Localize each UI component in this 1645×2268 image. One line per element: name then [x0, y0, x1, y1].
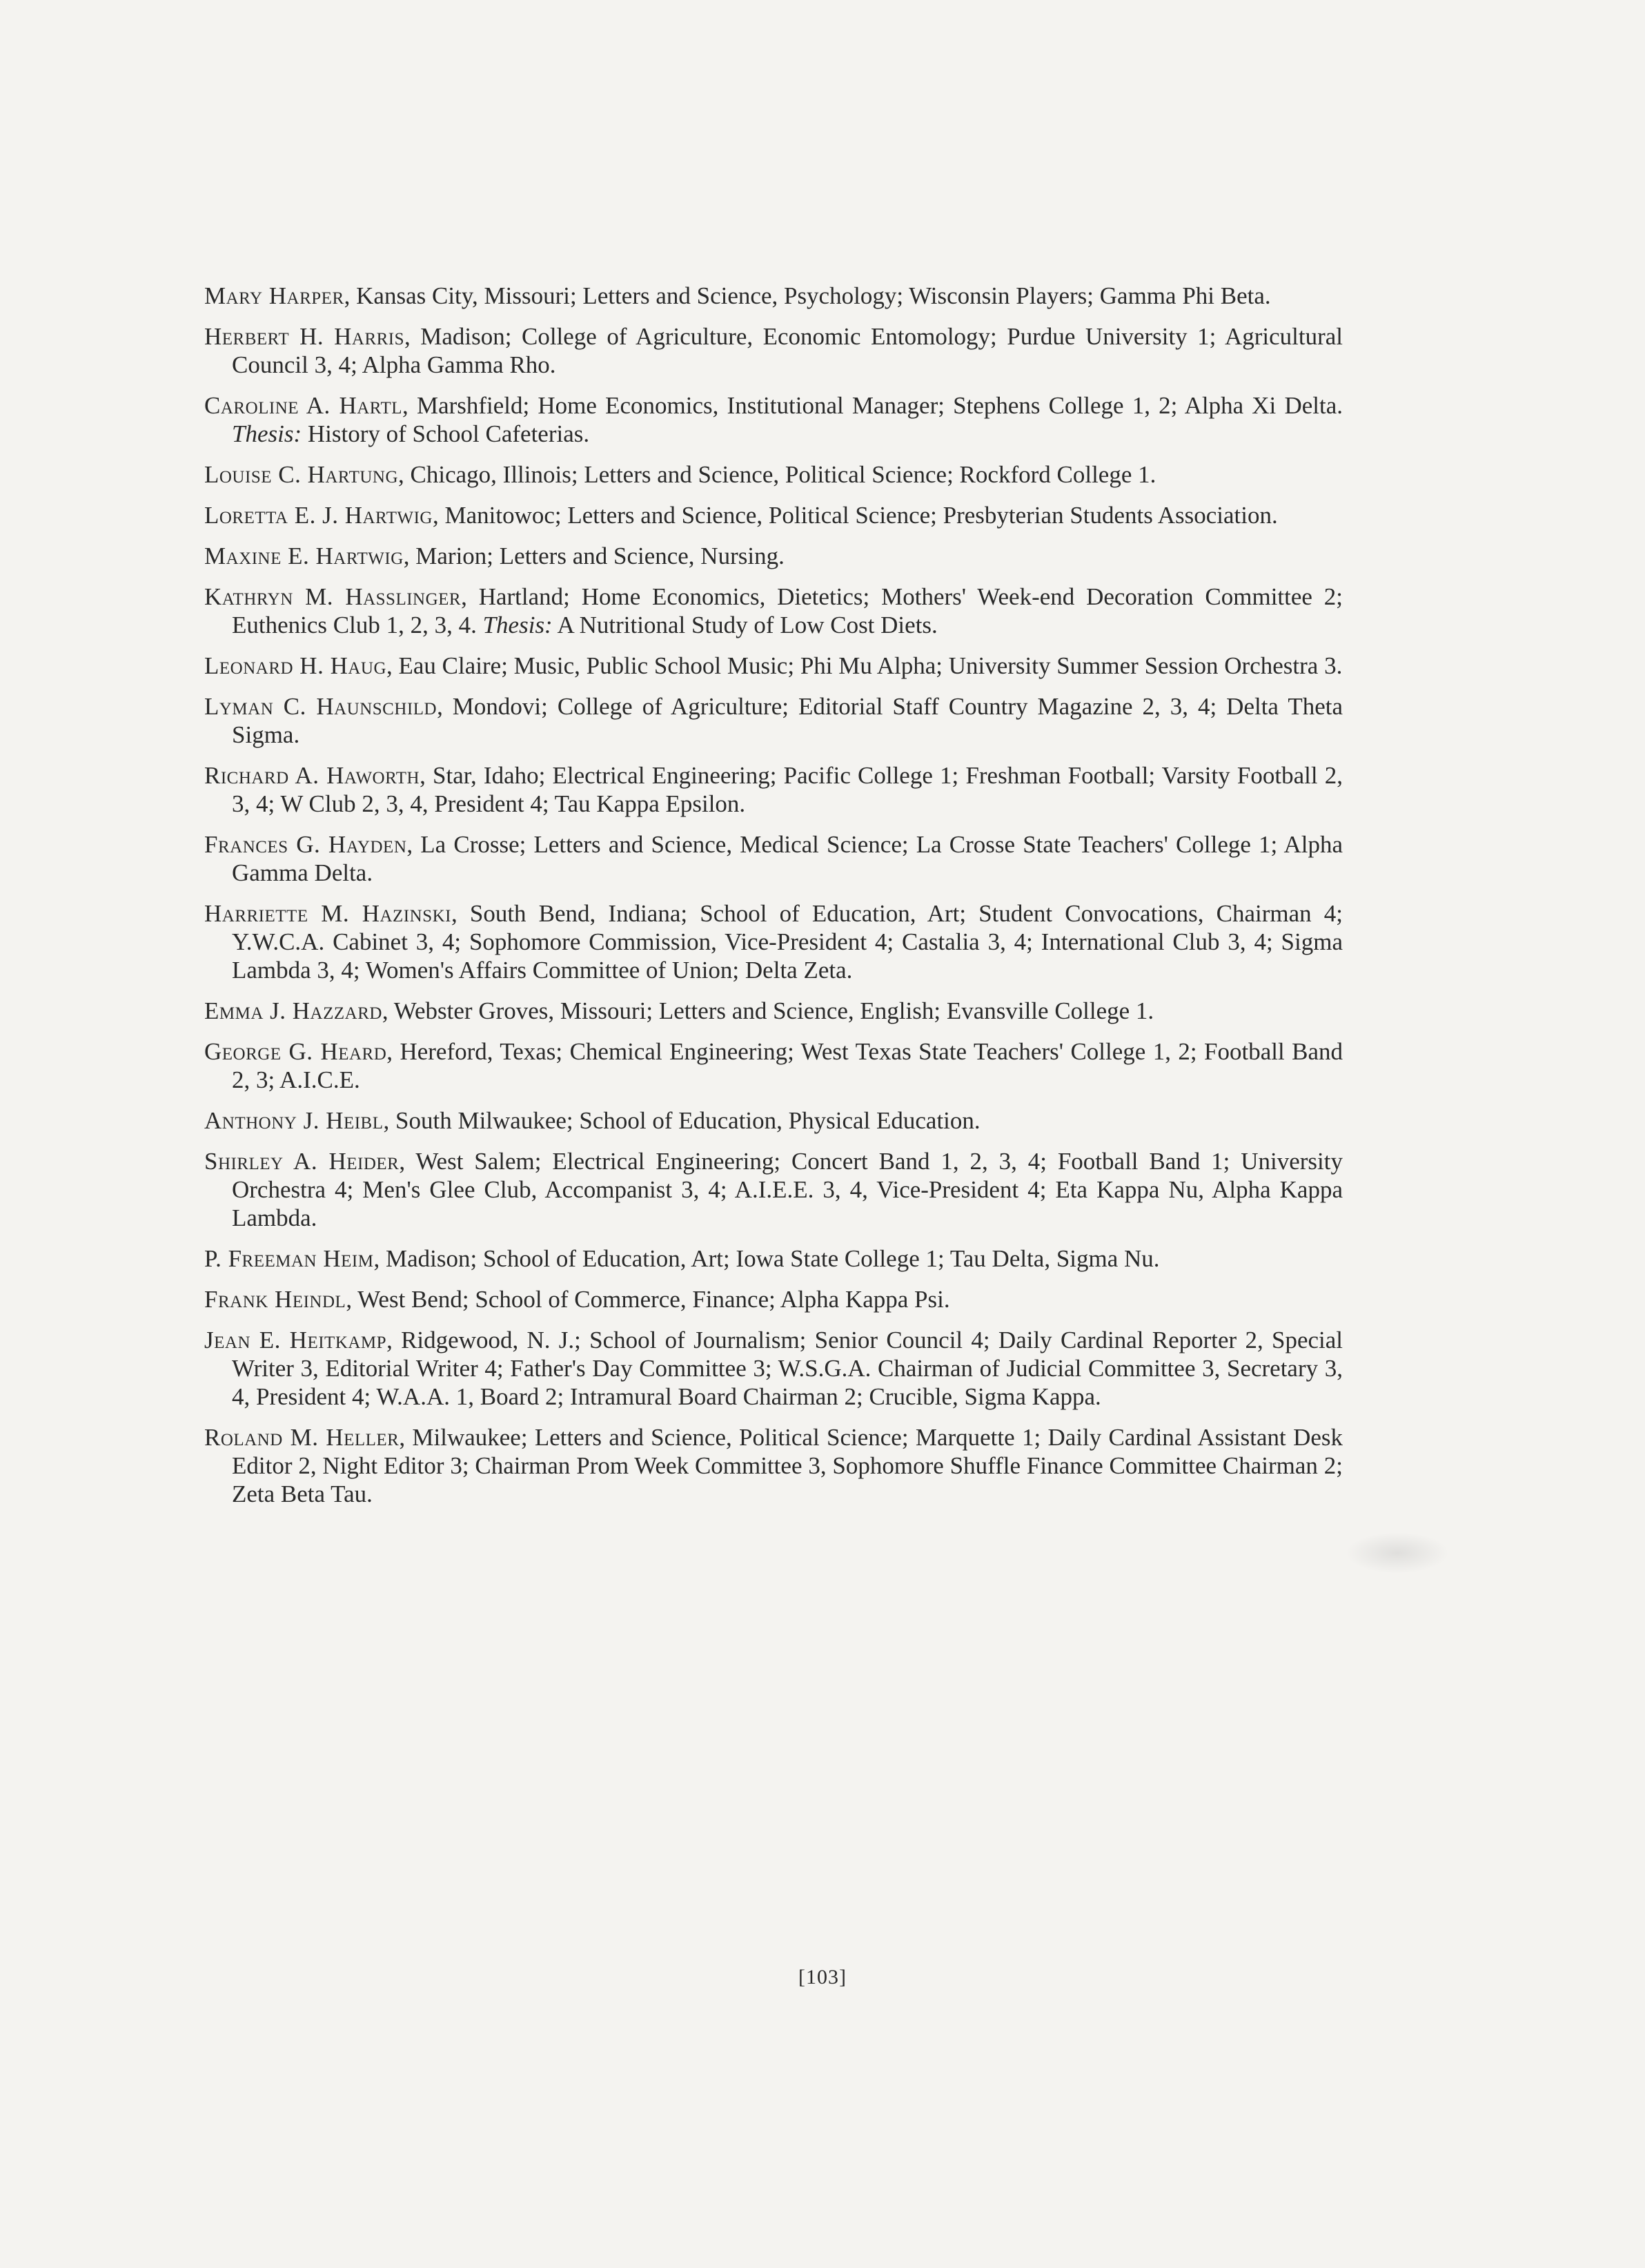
biography-entry — [204, 282, 1343, 310]
biography-list — [204, 282, 1343, 1521]
student-details: , West Bend; School of Commerce, Finance; Alpha Kappa Psi. — [346, 1286, 950, 1313]
student-details: , Kansas City, Missouri; Letters and Science, Psychology; Wisconsin Players; Gamma Phi Beta. — [344, 282, 1271, 309]
student-name: Emma J. Hazzard — [204, 997, 382, 1024]
biography-entry — [204, 1423, 1343, 1508]
biography-entry — [204, 1037, 1343, 1094]
student-name: Richard A. Haworth — [204, 762, 420, 789]
student-details: , West Salem; Electrical Engineering; Concert Band 1, 2, 3, 4; Football Band 1; University Orchestra 4; Men's Glee Club, Accompanist 3, 4; A.I.E.E. 3, 4, Vice-President 4; Eta Kappa Nu, Alpha Kappa Lambda. — [232, 1148, 1343, 1231]
biography-entry — [204, 1106, 1343, 1135]
student-details: , Star, Idaho; Electrical Engineering; Pacific College 1; Freshman Football; Varsity Football 2, 3, 4; W Club 2, 3, 4, President 4; Tau Kappa Epsilon. — [232, 762, 1343, 817]
biography-entry — [204, 652, 1343, 680]
student-name: Loretta E. J. Hartwig — [204, 502, 433, 529]
thesis-label: Thesis: — [232, 420, 302, 447]
student-name: Caroline A. Hartl — [204, 392, 403, 419]
student-name: Frances G. Hayden — [204, 831, 407, 858]
student-name: Frank Heindl — [204, 1286, 346, 1313]
student-details: , Webster Groves, Missouri; Letters and Science, English; Evansville College 1. — [382, 997, 1154, 1024]
biography-entry — [204, 460, 1343, 489]
student-details: , Hartland; Home Economics, Dietetics; Mothers' Week-end Decoration Committee 2; Euthenics Club 1, 2, 3, 4. — [232, 583, 1343, 638]
thesis-title: A Nutritional Study of Low Cost Diets. — [552, 612, 938, 638]
student-name: Herbert H. Harris — [204, 323, 405, 350]
student-name: Roland M. Heller — [204, 1424, 400, 1451]
biography-entry — [204, 1326, 1343, 1411]
student-name: Maxine E. Hartwig — [204, 542, 404, 569]
student-details: , Manitowoc; Letters and Science, Political Science; Presbyterian Students Association. — [432, 502, 1278, 529]
thesis-label: Thesis: — [482, 612, 553, 638]
student-details: , La Crosse; Letters and Science, Medical Science; La Crosse State Teachers' College 1; Alpha Gamma Delta. — [232, 831, 1343, 886]
student-details: , Milwaukee; Letters and Science, Political Science; Marquette 1; Daily Cardinal Assistant Desk Editor 2, Night Editor 3; Chairman Prom Week Committee 3, Sophomore Shuffle Finance Committee Chairman 2; Zeta Beta Tau. — [232, 1424, 1343, 1507]
student-name: P. Freeman Heim — [204, 1245, 374, 1272]
thesis-title: History of School Cafeterias. — [302, 420, 590, 447]
student-details: , Madison; College of Agriculture, Economic Entomology; Purdue University 1; Agricultural Council 3, 4; Alpha Gamma Rho. — [232, 323, 1343, 378]
biography-entry — [204, 761, 1343, 818]
biography-entry — [204, 1147, 1343, 1232]
student-name: Lyman C. Haunschild — [204, 693, 437, 720]
biography-entry — [204, 322, 1343, 379]
student-details: , Ridgewood, N. J.; School of Journalism; Senior Council 4; Daily Cardinal Reporter 2, Special Writer 3, Editorial Writer 4; Father's Day Committee 3; W.S.G.A. Chairman of Judicial Committee 3, Secretary 3, 4, President 4; W.A.A. 1, Board 2; Intramural Board Chairman 2; Crucible, Sigma Kappa. — [232, 1327, 1343, 1410]
student-details: , Marshfield; Home Economics, Institutional Manager; Stephens College 1, 2; Alpha Xi Delta. — [402, 392, 1343, 419]
biography-entry — [204, 1285, 1343, 1313]
student-name: Harriette M. Hazinski — [204, 900, 451, 927]
student-details: , South Milwaukee; School of Education, Physical Education. — [383, 1107, 981, 1134]
biography-entry — [204, 501, 1343, 529]
student-details: , Mondovi; College of Agriculture; Editorial Staff Country Magazine 2, 3, 4; Delta Theta Sigma. — [232, 693, 1343, 748]
biography-entry — [204, 1244, 1343, 1273]
student-name: Louise C. Hartung — [204, 461, 399, 488]
student-details: , Marion; Letters and Science, Nursing. — [403, 542, 785, 569]
student-name: Leonard H. Haug — [204, 652, 387, 679]
student-details: , Eau Claire; Music, Public School Music; Phi Mu Alpha; University Summer Session Orchestra 3. — [386, 652, 1343, 679]
student-name: Mary Harper — [204, 282, 344, 309]
page-number: [103] — [798, 1966, 847, 1988]
student-name: Anthony J. Heibl — [204, 1107, 384, 1134]
biography-entry — [204, 391, 1343, 448]
biography-entry — [204, 899, 1343, 984]
student-details: , Chicago, Illinois; Letters and Science, Political Science; Rockford College 1. — [398, 461, 1156, 488]
page-smudge — [1346, 1532, 1449, 1574]
biography-entry — [204, 830, 1343, 887]
student-details: , Madison; School of Education, Art; Iowa State College 1; Tau Delta, Sigma Nu. — [373, 1245, 1160, 1272]
biography-entry — [204, 542, 1343, 570]
biography-entry — [204, 997, 1343, 1025]
student-name: George G. Heard — [204, 1038, 387, 1065]
student-details: , South Bend, Indiana; School of Education, Art; Student Convocations, Chairman 4; Y.W.C.A. Cabinet 3, 4; Sophomore Commission, Vice-President 4; Castalia 3, 4; International Club 3, 4; Sigma Lambda 3, 4; Women's Affairs Committee of Union; Delta Zeta. — [232, 900, 1343, 984]
student-name: Shirley A. Heider — [204, 1148, 400, 1175]
student-details: , Hereford, Texas; Chemical Engineering; West Texas State Teachers' College 1, 2; Football Band 2, 3; A.I.C.E. — [232, 1038, 1343, 1093]
biography-entry — [204, 583, 1343, 639]
student-name: Kathryn M. Hasslinger — [204, 583, 462, 610]
biography-entry — [204, 692, 1343, 749]
student-name: Jean E. Heitkamp — [204, 1327, 387, 1353]
